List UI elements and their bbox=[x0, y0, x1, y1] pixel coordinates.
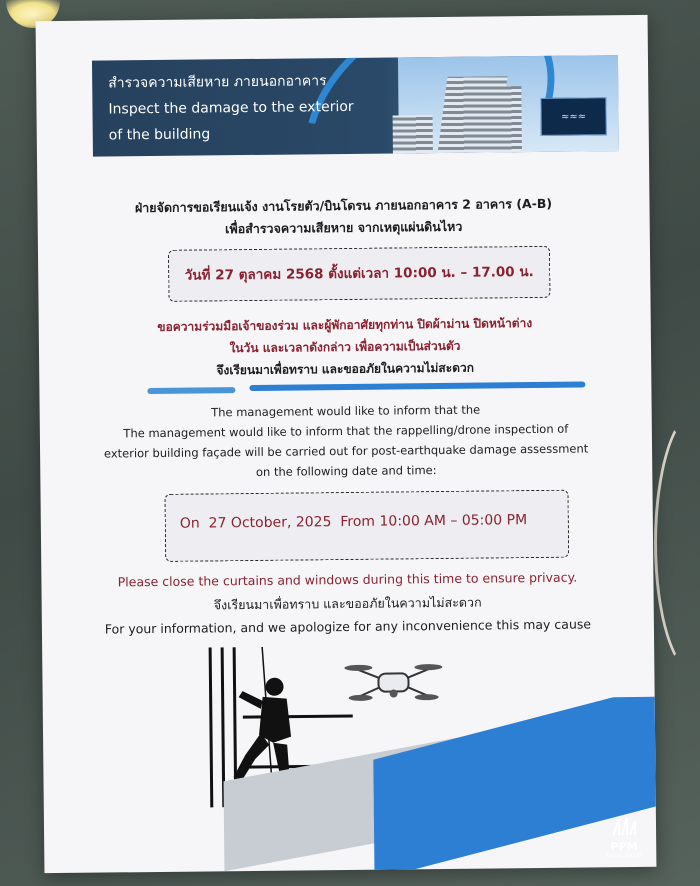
english-line-1: The management would like to inform that the bbox=[211, 402, 481, 420]
thai-line-2: เพื่อสำรวจความเสียหาย จากเหตุแผ่นดินไหว bbox=[225, 218, 463, 237]
cable bbox=[654, 410, 700, 676]
divider-right bbox=[249, 381, 585, 391]
banner-title-en-2: of the building bbox=[108, 126, 211, 144]
ppm-logo bbox=[606, 815, 643, 859]
footer-band bbox=[43, 697, 657, 873]
thai-date-time: วันที่ 27 ตุลาคม 2568 ตั้งแต่เวลา 10:00 น. – 17.00 น. bbox=[184, 264, 534, 284]
banner-title-th: สำรวจความเสียหาย ภายนอกอาคาร bbox=[108, 73, 327, 92]
thai-request-2: ในวัน และเวลาดังกล่าว เพื่อความเป็นส่วนตัว bbox=[229, 338, 461, 356]
notice-paper bbox=[36, 15, 657, 873]
closing-th: จึงเรียนมาเพื่อทราบ และขออภัยในความไม่สะดวก bbox=[213, 594, 482, 613]
ppm-building-icon bbox=[611, 815, 637, 837]
banner-logo: ≈≈≈ bbox=[540, 97, 606, 136]
privacy-note: Please close the curtains and windows during this time to ensure privacy. bbox=[117, 569, 578, 590]
header-banner bbox=[92, 55, 619, 157]
thai-date-box bbox=[168, 246, 551, 302]
banner-title-en-1: Inspect the damage to the exterior bbox=[108, 98, 354, 118]
divider-left bbox=[147, 387, 235, 394]
english-line-2: The management would like to inform that the rappelling/drone inspection of bbox=[123, 421, 569, 441]
thai-line-1: ฝ่ายจัดการขอเรียนแจ้ง งานโรยตัว/บินโดรน ภายนอกอาคาร 2 อาคาร (A-B) bbox=[134, 195, 553, 216]
thai-closing: จึงเรียนมาเพื่อทราบ และขออภัยในความไม่สะดวก bbox=[216, 360, 475, 378]
ppm-logo-sub: MANAGEMENT bbox=[606, 852, 643, 860]
thai-request-1: ขอความร่วมมือเจ้าของร่วม และผู้พักอาศัยทุกท่าน ปิดผ้าม่าน ปิดหน้าต่าง bbox=[157, 316, 533, 334]
ppm-logo-label: PPM bbox=[610, 839, 638, 854]
english-date-box bbox=[165, 490, 570, 562]
banner-title bbox=[108, 68, 354, 149]
english-date-time: On 27 October, 2025 From 10:00 AM – 05:00 PM bbox=[179, 512, 528, 532]
closing-en: For your information, and we apologize for any inconvenience this may cause bbox=[104, 616, 592, 637]
english-line-4: on the following date and time: bbox=[255, 463, 437, 479]
english-line-3: exterior building façade will be carried out for post-earthquake damage assessment bbox=[103, 441, 589, 461]
